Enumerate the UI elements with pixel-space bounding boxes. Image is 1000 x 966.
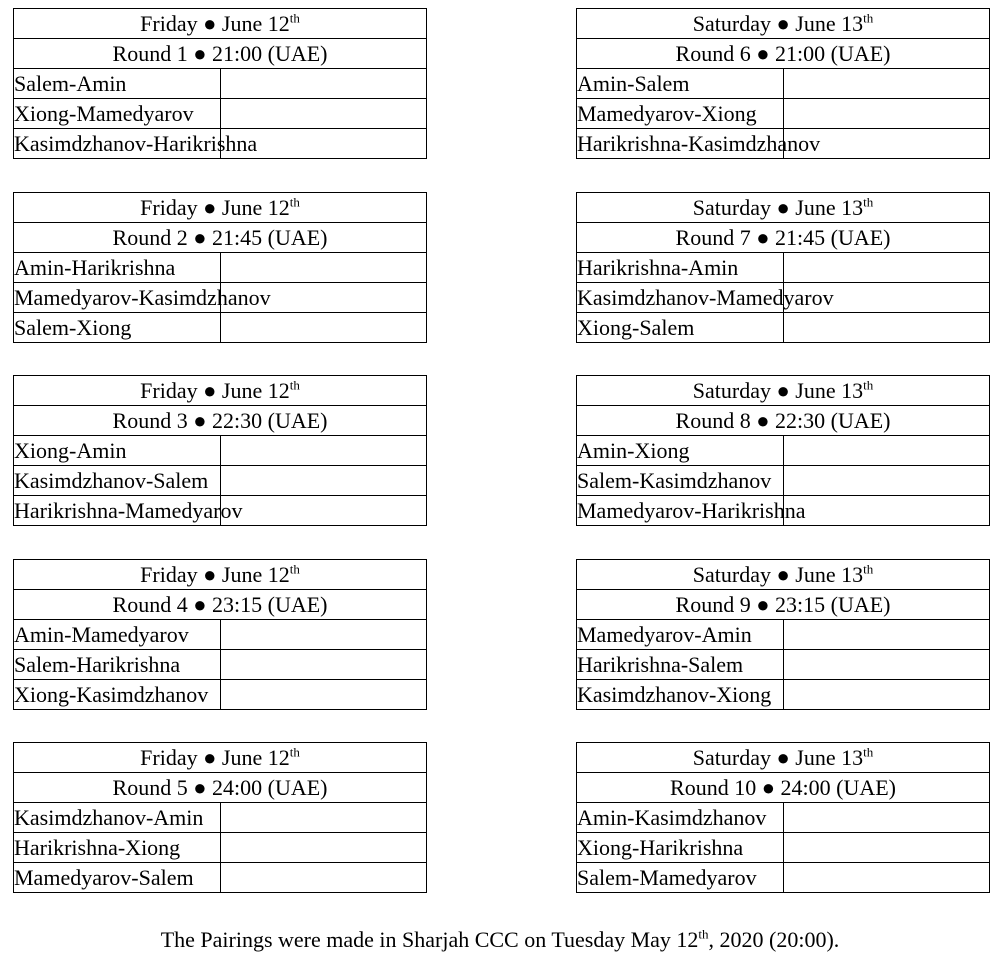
round-date-header: [577, 376, 990, 406]
round-date-header: [577, 9, 990, 39]
game-pairing: Mamedyarov-Harikrishna: [577, 496, 784, 526]
bullet-separator: ●: [203, 744, 217, 770]
game-row: [577, 129, 990, 159]
round-table: [576, 559, 990, 710]
round-time: 23:15 (UAE): [775, 591, 891, 617]
game-pairing: Salem-Harikrishna: [14, 650, 221, 680]
game-pairing: Harikrishna-Mamedyarov: [14, 496, 221, 526]
ordinal-suffix: th: [863, 561, 874, 577]
bullet-separator: ●: [203, 561, 217, 587]
game-row: [577, 680, 990, 710]
round-time-header: [577, 39, 990, 69]
game-result-cell: [220, 466, 427, 496]
game-pairing: Xiong-Salem: [577, 313, 784, 343]
month-day: June 13: [795, 10, 864, 36]
round-date-header: [577, 193, 990, 223]
bullet-separator: ●: [776, 744, 790, 770]
ordinal-suffix: th: [289, 377, 300, 393]
round-number: Round 5: [112, 774, 188, 800]
round-date-header: [14, 376, 427, 406]
round-number: Round 9: [675, 591, 751, 617]
month-day: June 13: [795, 194, 864, 220]
bullet-separator: ●: [776, 10, 790, 36]
month-day: June 12: [221, 561, 290, 587]
game-pairing: Harikrishna-Salem: [577, 650, 784, 680]
game-result-cell: [783, 69, 990, 99]
footnote-date: , 2020 (20:00).: [708, 927, 840, 952]
month-day: June 13: [795, 561, 864, 587]
round-number: Round 8: [675, 407, 751, 433]
day-name: Saturday: [692, 10, 771, 36]
game-pairing: Mamedyarov-Kasimdzhanov: [14, 283, 221, 313]
game-row: [14, 99, 427, 129]
game-result-cell: [783, 620, 990, 650]
game-pairing: Amin-Mamedyarov: [14, 620, 221, 650]
month-day: June 12: [221, 744, 290, 770]
day-name: Saturday: [692, 377, 771, 403]
day-name: Saturday: [692, 194, 771, 220]
month-day: June 13: [795, 744, 864, 770]
bullet-separator: ●: [776, 194, 790, 220]
game-result-cell: [783, 680, 990, 710]
game-result-cell: [220, 680, 427, 710]
ordinal-suffix: th: [289, 194, 300, 210]
round-table: [13, 192, 427, 343]
game-row: [577, 620, 990, 650]
bullet-separator: ●: [193, 40, 207, 66]
round-time-header: [577, 590, 990, 620]
day-name: Friday: [140, 194, 198, 220]
round-table: [13, 559, 427, 710]
game-pairing: Salem-Amin: [14, 69, 221, 99]
bullet-separator: ●: [193, 774, 207, 800]
round-number: Round 3: [112, 407, 188, 433]
game-result-cell: [220, 69, 427, 99]
game-row: [577, 863, 990, 893]
bullet-separator: ●: [756, 224, 770, 250]
bullet-separator: ●: [193, 407, 207, 433]
round-date-header: [14, 9, 427, 39]
game-row: [14, 863, 427, 893]
game-pairing: Kasimdzhanov-Mamedyarov: [577, 283, 784, 313]
round-time: 21:00 (UAE): [212, 40, 328, 66]
month-day: June 13: [795, 377, 864, 403]
game-pairing: Harikrishna-Amin: [577, 253, 784, 283]
game-pairing: Kasimdzhanov-Amin: [14, 803, 221, 833]
round-number: Round 10: [670, 774, 757, 800]
game-row: [14, 283, 427, 313]
month-day: June 12: [221, 194, 290, 220]
game-result-cell: [220, 620, 427, 650]
game-row: [577, 833, 990, 863]
game-row: [577, 253, 990, 283]
game-result-cell: [783, 313, 990, 343]
game-result-cell: [220, 99, 427, 129]
bullet-separator: ●: [776, 561, 790, 587]
bullet-separator: ●: [761, 774, 775, 800]
game-pairing: Xiong-Kasimdzhanov: [14, 680, 221, 710]
round-time: 24:00 (UAE): [212, 774, 328, 800]
game-result-cell: [220, 253, 427, 283]
game-result-cell: [220, 436, 427, 466]
game-result-cell: [220, 496, 427, 526]
round-date-header: [14, 560, 427, 590]
game-result-cell: [220, 833, 427, 863]
game-pairing: Xiong-Mamedyarov: [14, 99, 221, 129]
round-table: [576, 742, 990, 893]
round-number: Round 4: [112, 591, 188, 617]
round-number: Round 7: [675, 224, 751, 250]
game-row: [577, 99, 990, 129]
round-time: 23:15 (UAE): [212, 591, 328, 617]
game-pairing: Xiong-Amin: [14, 436, 221, 466]
round-time: 22:30 (UAE): [775, 407, 891, 433]
game-pairing: Mamedyarov-Salem: [14, 863, 221, 893]
game-result-cell: [783, 803, 990, 833]
game-row: [577, 466, 990, 496]
game-row: [14, 129, 427, 159]
game-result-cell: [783, 650, 990, 680]
round-time-header: [14, 39, 427, 69]
game-row: [14, 496, 427, 526]
game-row: [577, 803, 990, 833]
game-result-cell: [783, 863, 990, 893]
game-pairing: Mamedyarov-Xiong: [577, 99, 784, 129]
footnote-text: The Pairings were made in Sharjah CCC on Tuesday May 12: [160, 927, 699, 952]
game-pairing: Xiong-Harikrishna: [577, 833, 784, 863]
bullet-separator: ●: [193, 224, 207, 250]
game-row: [14, 313, 427, 343]
game-row: [14, 650, 427, 680]
round-time-header: [14, 406, 427, 436]
day-name: Friday: [140, 377, 198, 403]
ordinal-suffix: th: [863, 10, 874, 26]
bullet-separator: ●: [203, 194, 217, 220]
round-date-header: [577, 560, 990, 590]
game-result-cell: [783, 436, 990, 466]
day-name: Friday: [140, 10, 198, 36]
game-pairing: Kasimdzhanov-Xiong: [577, 680, 784, 710]
game-row: [14, 436, 427, 466]
game-pairing: Kasimdzhanov-Harikrishna: [14, 129, 221, 159]
pairings-footnote: [0, 925, 1000, 955]
game-pairing: Mamedyarov-Amin: [577, 620, 784, 650]
ordinal-suffix: th: [289, 561, 300, 577]
game-row: [14, 620, 427, 650]
round-date-header: [577, 743, 990, 773]
round-table: [13, 8, 427, 159]
round-date-header: [14, 193, 427, 223]
game-row: [577, 650, 990, 680]
game-row: [577, 436, 990, 466]
game-pairing: Kasimdzhanov-Salem: [14, 466, 221, 496]
game-result-cell: [783, 253, 990, 283]
bullet-separator: ●: [203, 10, 217, 36]
game-result-cell: [220, 313, 427, 343]
game-row: [14, 253, 427, 283]
ordinal-suffix: th: [289, 10, 300, 26]
round-time-header: [14, 223, 427, 253]
day-name: Friday: [140, 744, 198, 770]
bullet-separator: ●: [193, 591, 207, 617]
game-row: [577, 283, 990, 313]
round-table: [576, 192, 990, 343]
ordinal-suffix: th: [863, 194, 874, 210]
bullet-separator: ●: [756, 407, 770, 433]
month-day: June 12: [221, 377, 290, 403]
game-row: [14, 466, 427, 496]
game-row: [14, 803, 427, 833]
game-pairing: Harikrishna-Kasimdzhanov: [577, 129, 784, 159]
game-pairing: Salem-Mamedyarov: [577, 863, 784, 893]
round-time: 24:00 (UAE): [780, 774, 896, 800]
game-pairing: Salem-Kasimdzhanov: [577, 466, 784, 496]
day-name: Saturday: [692, 561, 771, 587]
game-pairing: Amin-Kasimdzhanov: [577, 803, 784, 833]
game-pairing: Amin-Harikrishna: [14, 253, 221, 283]
round-time-header: [14, 773, 427, 803]
round-time-header: [577, 223, 990, 253]
round-time-header: [577, 406, 990, 436]
round-table: [13, 742, 427, 893]
round-time-header: [577, 773, 990, 803]
round-table: [576, 8, 990, 159]
day-name: Friday: [140, 561, 198, 587]
round-number: Round 6: [675, 40, 751, 66]
bullet-separator: ●: [756, 591, 770, 617]
round-time: 21:45 (UAE): [212, 224, 328, 250]
round-time-header: [14, 590, 427, 620]
game-pairing: Amin-Xiong: [577, 436, 784, 466]
game-pairing: Salem-Xiong: [14, 313, 221, 343]
game-result-cell: [783, 466, 990, 496]
round-date-header: [14, 743, 427, 773]
game-row: [577, 496, 990, 526]
round-table: [13, 375, 427, 526]
bullet-separator: ●: [203, 377, 217, 403]
game-row: [14, 69, 427, 99]
round-table: [576, 375, 990, 526]
game-result-cell: [783, 99, 990, 129]
game-pairing: Harikrishna-Xiong: [14, 833, 221, 863]
game-row: [14, 833, 427, 863]
round-time: 22:30 (UAE): [212, 407, 328, 433]
game-row: [577, 313, 990, 343]
round-time: 21:00 (UAE): [775, 40, 891, 66]
bullet-separator: ●: [776, 377, 790, 403]
game-result-cell: [220, 650, 427, 680]
ordinal-suffix: th: [863, 377, 874, 393]
month-day: June 12: [221, 10, 290, 36]
game-result-cell: [220, 803, 427, 833]
game-result-cell: [783, 496, 990, 526]
game-pairing: Amin-Salem: [577, 69, 784, 99]
round-number: Round 2: [112, 224, 188, 250]
game-result-cell: [220, 863, 427, 893]
round-time: 21:45 (UAE): [775, 224, 891, 250]
bullet-separator: ●: [756, 40, 770, 66]
footnote-ordinal-suffix: th: [698, 926, 709, 942]
ordinal-suffix: th: [863, 744, 874, 760]
day-name: Saturday: [692, 744, 771, 770]
ordinal-suffix: th: [289, 744, 300, 760]
game-row: [577, 69, 990, 99]
round-number: Round 1: [112, 40, 188, 66]
game-row: [14, 680, 427, 710]
game-result-cell: [783, 833, 990, 863]
